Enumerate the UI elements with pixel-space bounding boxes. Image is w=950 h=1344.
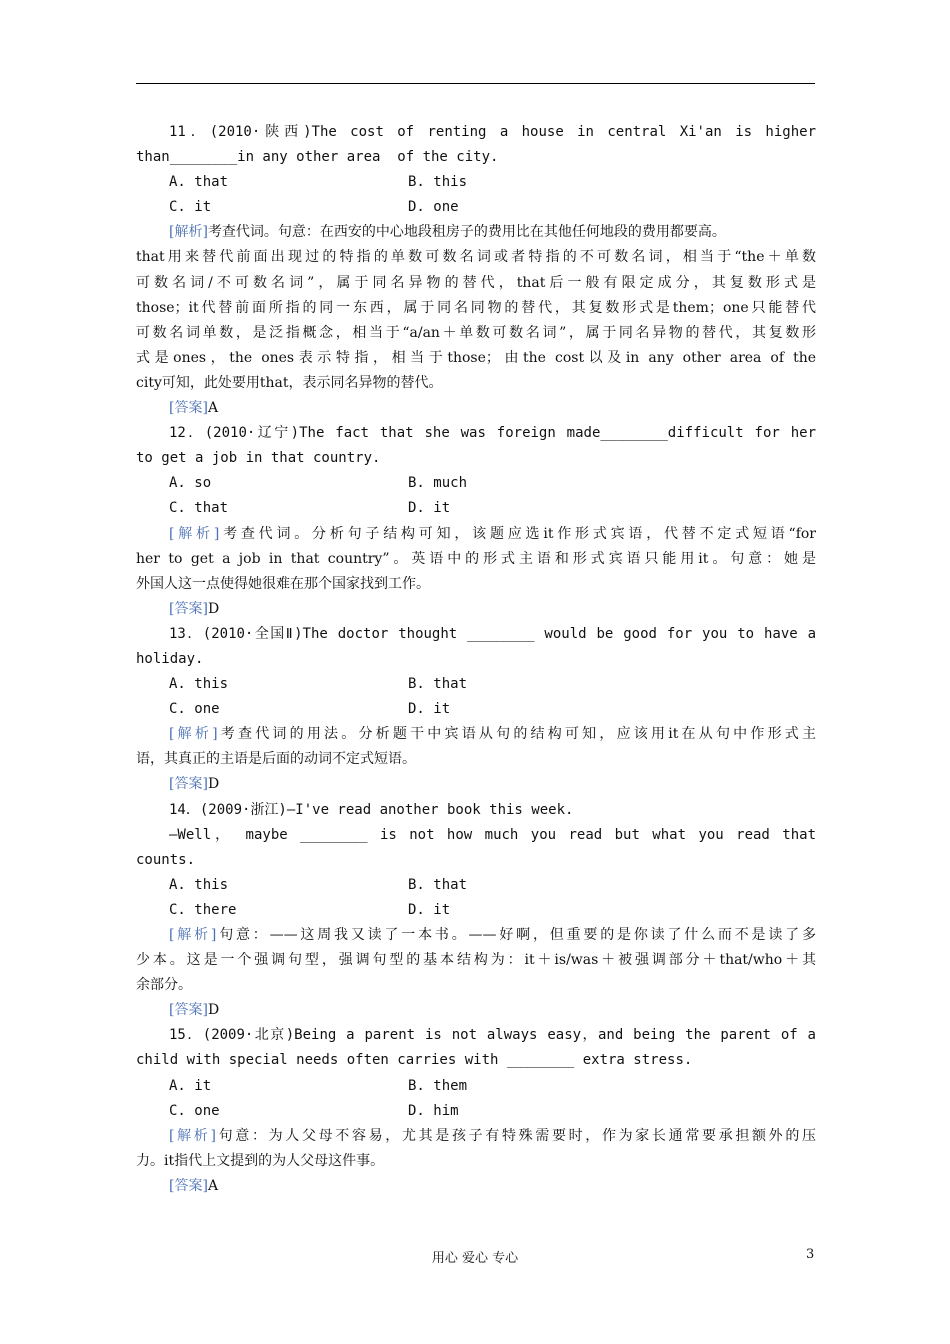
option-d: D. it [408,901,451,918]
answer-line [136,396,816,421]
option-b: B. much [408,475,468,492]
question-15 [136,1023,816,1199]
analysis-line: 语，其真正的主语是后面的动词不定式短语。 [136,751,416,768]
answer-tag: [答案] [169,600,208,617]
option-row [136,471,816,496]
question-stem-line: child with special needs often carries with ________ extra stress. [136,1052,693,1069]
analysis-line: 式是ones，the ones表示特指，相当于those；由the cost以及in any other area of the [136,349,816,366]
question-13 [136,622,816,798]
answer-value: D [207,1002,220,1019]
option-row [136,672,816,697]
option-b: B. this [408,174,468,191]
question-stem-line: 13．(2010·全国Ⅱ)The doctor thought ________ would be good for you to have a [169,625,816,642]
question-list [136,120,816,1199]
answer-line [136,772,816,797]
answer-line [136,998,816,1023]
question-stem-line: 15．(2009·北京)Being a parent is not always easy，and being the parent of a [169,1027,816,1044]
page-number: 3 [806,1247,815,1262]
page-footer [0,1247,950,1267]
question-stem-line: to get a job in that country. [136,450,381,467]
answer-value: A [207,1177,219,1194]
option-row [136,898,816,923]
answer-value: D [207,776,220,793]
answer-line [136,1174,816,1199]
analysis-line: [解析]句意：——这周我又读了一本书。——好啊，但重要的是你读了什么而不是读了多 [169,927,816,943]
analysis-line: city可知，此处要用that，表示同名异物的替代。 [136,374,443,391]
answer-tag: [答案] [169,1177,208,1194]
analysis-line: her to get a job in that country”。英语中的形式主语和形式宾语只能用it。句意：她是 [136,550,816,567]
answer-value: A [207,400,219,417]
answer-tag: [答案] [169,1002,208,1019]
question-12 [136,421,816,622]
analysis-line: [解析]考查代词。分析句子结构可知，该题应选it作形式宾语，代替不定式短语“for [169,525,816,542]
analysis-line: [解析]考查代词。句意：在西安的中心地段租房子的费用比在其他任何地段的费用都要高。 [169,224,726,241]
question-stem-line: 11．(2010·陕西)The cost of renting a house in central Xi'an is higher [169,124,816,140]
analysis-line: 少本。这是一个强调句型，强调句型的基本结构为：it＋is/was＋被强调部分＋that/who＋其 [136,952,816,969]
option-d: D. one [408,199,459,216]
option-a: A. that [169,174,229,191]
option-b: B. that [408,876,468,893]
option-a: A. this [169,876,229,893]
analysis-tag: [解析] [169,1127,216,1144]
option-d: D. him [408,1102,459,1119]
question-stem-line: 14．(2009·浙江)—I've read another book this week. [169,801,574,818]
option-row [136,1099,816,1124]
analysis-tag: [解析] [169,927,217,943]
option-row [136,697,816,722]
option-a: A. this [169,676,229,693]
analysis-line: that用来替代前面出现过的特指的单数可数名词或者特指的不可数名词，相当于“the＋单数 [136,249,816,266]
option-a: A. it [169,1077,212,1094]
option-row [136,496,816,521]
question-stem-line: than________in any other area of the city. [136,149,499,166]
analysis-line: [解析]考查代词的用法。分析题干中宾语从句的结构可知，应该用it在从句中作形式主 [169,726,816,743]
question-11 [136,120,816,421]
option-c: C. one [169,701,220,718]
question-stem-line: —Well， maybe ________ is not how much you read but what you read that [169,826,816,843]
question-stem-line: holiday. [136,650,204,667]
option-c: C. there [169,901,237,918]
analysis-line: 可数名词单数，是泛指概念，相当于“a/an＋单数可数名词”，属于同名异物的替代，其复数形 [136,324,816,341]
option-a: A. so [169,475,212,492]
analysis-line: 余部分。 [136,977,192,994]
option-d: D. it [408,701,451,718]
answer-line [136,597,816,622]
answer-tag: [答案] [169,776,208,793]
option-c: C. one [169,1102,220,1119]
option-c: C. that [169,500,229,517]
answer-value: D [207,600,220,617]
analysis-line: 可数名词/不可数名词”，属于同名异物的替代，that后一般有限定成分，其复数形式是 [136,274,816,291]
footer-slogan: 用心 爱心 专心 [431,1251,519,1266]
option-row [136,170,816,195]
analysis-line: 力。it指代上文提到的为人父母这件事。 [136,1152,385,1169]
option-c: C. it [169,199,212,216]
analysis-tag: [解析] [169,726,218,743]
question-14 [136,798,816,1024]
analysis-line: 外国人这一点使得她很难在那个国家找到工作。 [136,575,430,592]
option-row [136,195,816,220]
answer-tag: [答案] [169,400,208,417]
option-row [136,1074,816,1099]
question-stem-line: 12．(2010·辽宁)The fact that she was foreign made________difficult for her [169,425,816,442]
analysis-tag: [解析] [169,224,208,241]
option-b: B. them [408,1077,468,1094]
option-b: B. that [408,676,468,693]
analysis-tag: [解析] [169,525,220,542]
analysis-line: [解析]句意：为人父母不容易，尤其是孩子有特殊需要时，作为家长通常要承担额外的压 [169,1127,816,1144]
question-stem-line: counts. [136,851,196,868]
option-d: D. it [408,500,451,517]
option-row [136,873,816,898]
analysis-line: those；it代替前面所指的同一东西，属于同名同物的替代，其复数形式是them；one只能替代 [136,299,816,316]
header-rule [136,83,815,84]
